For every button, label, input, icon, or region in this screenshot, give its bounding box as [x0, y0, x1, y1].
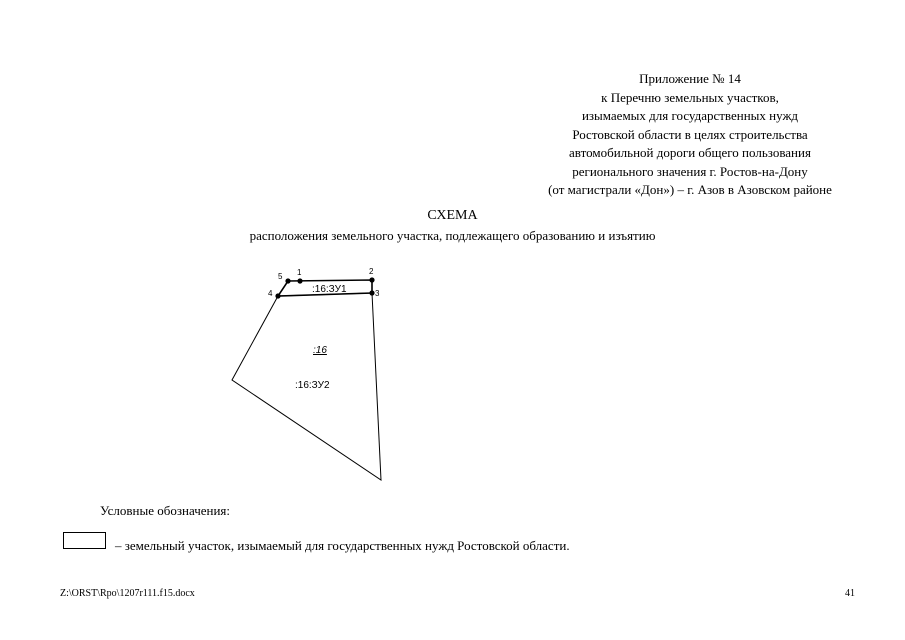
vertex-label-3: 3 [375, 289, 380, 298]
appendix-line: автомобильной дороги общего пользования [569, 145, 811, 160]
vertex-label-2: 2 [369, 267, 374, 276]
vertex-1 [297, 278, 302, 283]
appendix-line: Приложение № 14 [639, 71, 741, 86]
vertex-label-5: 5 [278, 272, 283, 281]
appendix-line: Ростовской области в целях строительства [572, 126, 808, 142]
scheme-subtitle: расположения земельного участка, подлежащего образованию и изъятию [249, 228, 656, 243]
vertex-label-4: 4 [268, 289, 273, 298]
vertex-5 [285, 278, 290, 283]
parcel-zu1-label: :16:ЗУ1 [312, 284, 347, 295]
vertex-2 [369, 277, 374, 282]
vertex-label-1: 1 [297, 268, 302, 277]
footer-file-path: Z:\ORST\Rpo\1207r111.f15.docx [60, 588, 195, 599]
parcel-16-label: :16 [313, 345, 327, 356]
appendix-line: изымаемых для государственных нужд [581, 108, 799, 123]
appendix-line: к Перечню земельных участков, [601, 89, 779, 105]
legend-heading: Условные обозначения: [100, 503, 231, 518]
scheme-title: СХЕМА [427, 208, 478, 223]
parcel-zu2-label: :16:ЗУ2 [295, 380, 330, 391]
vertex-4 [275, 293, 280, 298]
legend-item-text: – земельный участок, изымаемый для государственных нужд Ростовской области. [115, 538, 570, 553]
page-number: 41 [845, 588, 855, 599]
appendix-line: (от магистрали «Дон») – г. Азов в Азовском районе [548, 182, 832, 197]
appendix-line: регионального значения г. Ростов-на-Дону [572, 163, 808, 179]
legend-symbol-box [63, 532, 106, 549]
vertex-3 [369, 290, 374, 295]
